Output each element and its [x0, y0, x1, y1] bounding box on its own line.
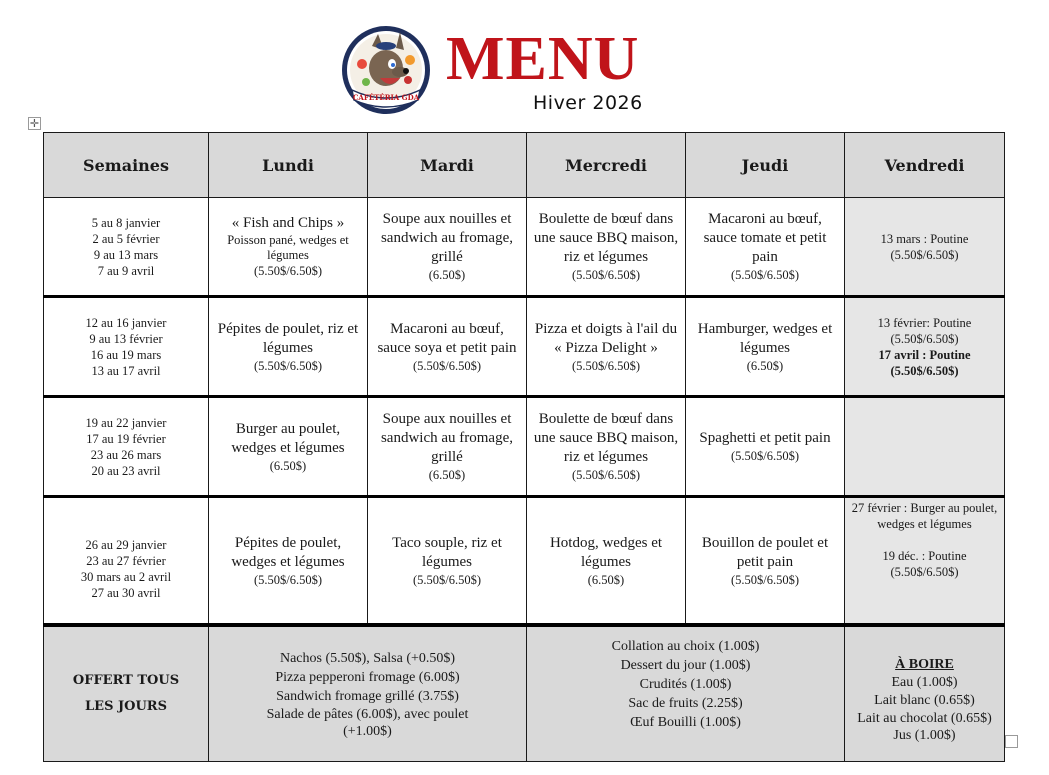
dish-name: Pépites de poulet, wedges et légumes [231, 534, 345, 570]
table-row [44, 397, 1005, 497]
dish-price: (5.50$/6.50$) [571, 268, 641, 282]
side-item: Sac de fruits (2.25$) [628, 696, 743, 711]
wednesday-cell [527, 198, 686, 297]
week-range: 13 au 17 avril [91, 363, 161, 378]
dish-price: (5.50$/6.50$) [571, 468, 641, 482]
dish-price: (5.50$/6.50$) [253, 358, 323, 373]
side-item: Collation au choix (1.00$) [611, 639, 760, 654]
daily-label: OFFERT TOUS [72, 673, 180, 688]
dish-price: (6.50$) [746, 358, 784, 373]
svg-text:CAFÉTÉRIA GDA: CAFÉTÉRIA GDA [352, 93, 420, 102]
menu-title: MENU [446, 25, 640, 93]
daily-sides-cell [527, 625, 845, 762]
spacer [849, 532, 1000, 548]
dish-price: (5.50$/6.50$) [412, 572, 482, 587]
week-range: 19 au 22 janvier [85, 415, 167, 430]
week-range: 17 au 19 février [86, 431, 166, 446]
wednesday-cell [527, 397, 686, 497]
tuesday-cell [368, 497, 527, 626]
week-range: 16 au 19 mars [90, 347, 162, 362]
drinks-cell [845, 625, 1005, 762]
thursday-cell [686, 497, 845, 626]
wednesday-cell [527, 497, 686, 626]
daily-item: Sandwich fromage grillé (3.75$) [276, 688, 459, 704]
week-range: 7 au 9 avril [97, 263, 155, 278]
side-item: Dessert du jour (1.00$) [620, 658, 751, 673]
week-range: 5 au 8 janvier [91, 215, 161, 230]
weeks-cell [44, 397, 209, 497]
tuesday-cell [368, 198, 527, 297]
friday-line: 27 février : Burger au poulet, wedges et légumes [851, 501, 998, 531]
daily-mains-cell [209, 625, 527, 762]
friday-line: 13 février: Poutine [877, 315, 972, 330]
friday-line: 17 avril : Poutine [878, 347, 971, 362]
monday-cell [209, 198, 368, 297]
tuesday-cell [368, 297, 527, 397]
cafeteria-logo [340, 24, 432, 116]
dish-name: Boulette de bœuf dans une sauce BBQ maison, riz et légumes [533, 211, 679, 265]
dish-name: Hotdog, wedges et légumes [549, 534, 663, 570]
dish-name: Macaroni au bœuf, sauce tomate et petit pain [703, 211, 827, 265]
dish-price: (6.50$) [428, 268, 466, 282]
dish-price: (5.50$/6.50$) [730, 449, 800, 463]
week-range: 9 au 13 mars [93, 247, 159, 262]
dish-price: (6.50$) [428, 468, 466, 482]
friday-cell [845, 497, 1005, 626]
friday-line: (5.50$/6.50$) [890, 363, 959, 378]
dish-price: (5.50$/6.50$) [571, 358, 641, 373]
drink-item: Lait blanc (0.65$) [874, 692, 975, 708]
dish-name: Macaroni au bœuf, sauce soya et petit pain [377, 320, 517, 356]
thursday-cell [686, 198, 845, 297]
dish-price: (5.50$/6.50$) [730, 268, 800, 282]
dish-name: Burger au poulet, wedges et légumes [231, 420, 345, 456]
table-row [44, 497, 1005, 626]
friday-line: 19 déc. : Poutine [882, 549, 967, 563]
monday-cell [209, 497, 368, 626]
monday-cell [209, 297, 368, 397]
dish-name: Boulette de bœuf dans une sauce BBQ maison, riz et légumes [533, 411, 679, 465]
friday-line: (5.50$/6.50$) [890, 247, 959, 262]
weeks-cell [44, 297, 209, 397]
dish-price: (5.50$/6.50$) [253, 572, 323, 587]
friday-line: 13 mars : Poutine [880, 231, 969, 246]
tuesday-cell [368, 397, 527, 497]
dish-name: « Fish and Chips » [231, 215, 345, 231]
daily-offer-row [44, 625, 1005, 762]
side-item: Crudités (1.00$) [639, 677, 732, 692]
dish-name: Soupe aux nouilles et sandwich au fromage, grillé [380, 211, 514, 265]
week-range: 30 mars au 2 avril [80, 569, 172, 584]
friday-cell-empty [845, 397, 1005, 497]
dish-price: (5.50$/6.50$) [730, 572, 800, 587]
column-header-jeudi: Jeudi [686, 133, 845, 198]
daily-item: Pizza pepperoni fromage (6.00$) [275, 669, 460, 685]
table-move-handle-icon[interactable]: ✛ [29, 117, 40, 130]
column-header-semaines: Semaines [44, 133, 209, 198]
week-range: 26 au 29 janvier [85, 537, 167, 552]
dish-price: (6.50$) [587, 572, 625, 587]
friday-cell [845, 198, 1005, 297]
table-resize-handle[interactable] [1005, 735, 1018, 748]
week-range: 20 au 23 avril [91, 463, 161, 478]
week-range: 12 au 16 janvier [85, 315, 167, 330]
friday-cell [845, 297, 1005, 397]
column-header-vendredi: Vendredi [845, 133, 1005, 198]
menu-subtitle: Hiver 2026 [533, 92, 643, 114]
daily-label-cell [44, 625, 209, 762]
week-range: 9 au 13 février [89, 331, 163, 346]
dish-name: Spaghetti et petit pain [699, 430, 831, 446]
dish-name: Taco souple, riz et légumes [392, 534, 502, 570]
drink-item: Lait au chocolat (0.65$) [857, 710, 992, 726]
menu-table [43, 132, 1005, 762]
dish-price: (6.50$) [269, 458, 307, 473]
dish-name: Pizza et doigts à l'ail du « Pizza Delight » [534, 320, 678, 356]
drink-item: Jus (1.00$) [893, 727, 956, 743]
friday-line: (5.50$/6.50$) [890, 331, 959, 346]
dish-name: Pépites de poulet, riz et légumes [217, 320, 359, 356]
daily-item: Nachos (5.50$), Salsa (+0.50$) [279, 650, 456, 666]
wolf-mascot-icon [340, 24, 432, 116]
weeks-cell [44, 497, 209, 626]
thursday-cell [686, 297, 845, 397]
week-range: 23 au 26 mars [90, 447, 162, 462]
week-range: 2 au 5 février [92, 231, 160, 246]
column-header-mardi: Mardi [368, 133, 527, 198]
daily-item: Salade de pâtes (6.00$), avec poulet (+1.00$) [266, 706, 469, 739]
drinks-title: À BOIRE [895, 656, 954, 672]
week-range: 23 au 27 février [86, 553, 166, 568]
column-header-mercredi: Mercredi [527, 133, 686, 198]
drink-item: Eau (1.00$) [891, 674, 958, 690]
friday-line: (5.50$/6.50$) [890, 565, 959, 579]
column-header-lundi: Lundi [209, 133, 368, 198]
header-row [44, 133, 1005, 198]
table-row [44, 198, 1005, 297]
weeks-cell [44, 198, 209, 297]
monday-cell [209, 397, 368, 497]
daily-label: LES JOURS [85, 699, 167, 714]
week-range: 27 au 30 avril [91, 585, 161, 600]
dish-price: (5.50$/6.50$) [253, 264, 323, 278]
side-item: Œuf Bouilli (1.00$) [630, 715, 741, 730]
dish-name: Bouillon de poulet et petit pain [701, 534, 829, 570]
dish-description: Poisson pané, wedges et légumes [227, 233, 349, 262]
thursday-cell [686, 397, 845, 497]
wednesday-cell [527, 297, 686, 397]
dish-price: (5.50$/6.50$) [412, 358, 482, 373]
table-row [44, 297, 1005, 397]
dish-name: Hamburger, wedges et légumes [697, 320, 833, 356]
dish-name: Soupe aux nouilles et sandwich au fromage, grillé [380, 411, 514, 465]
